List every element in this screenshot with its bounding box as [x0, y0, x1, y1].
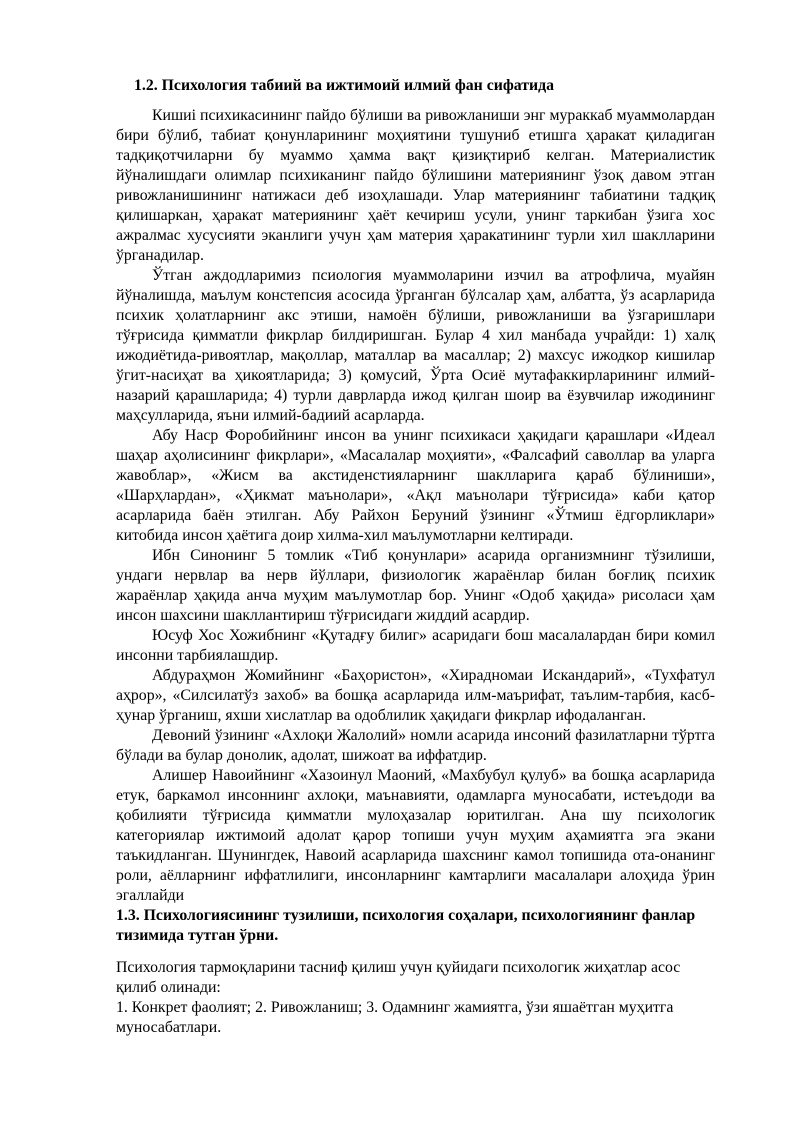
classification-intro: Психология тармоқларини тасниф қилиш учун қуйидаги психологик жиҳатлар асос қилиб олинади:	[116, 959, 681, 996]
classification-list: 1. Конкрет фаолият; 2. Ривожланиш; 3. Одамнинг жамиятга, ўзи яшаётган муҳитга муносабатлари.	[116, 999, 674, 1036]
paragraph: Абу Наср Форобийнинг инсон ва унинг психикаси ҳақидаги қарашлари «Идеал шаҳар аҳолисининг фикрлари», «Масалалар моҳияти», «Фалсафий саволлар ва уларга жавоблар», «Жисм ва акстиденстияларнинг шаклларига қараб бўлиниши», «Шарҳлардан», «Ҳикмат маънолари», «Ақл маънолари тўғрисида» каби қатор асарларида баён этилган. Абу Райхон Беруний ўзининг «Ўтмиш ёдгорликлари» китобида инсон ҳаётига доир хилма-хил маълумотларни келтиради.	[116, 427, 715, 544]
paragraph: Девоний ўзининг «Ахлоқи Жалолий» номли асарида инсоний фазилатларни тўртга бўлади ва булар донолик, адолат, шижоат ва иффатдир.	[116, 727, 715, 764]
section-1-3-heading: 1.3. Психологиясининг тузилиши, психология соҳалари, психологиянинг фанлар тизимида тутган ўрни.	[116, 907, 696, 944]
paragraph: Юсуф Хос Хожибнинг «Қутадғу билиг» асаридаги бош масалалардан бири комил инсонни тарбиялашдир.	[116, 627, 715, 664]
paragraph: Абдураҳмон Жомийнинг «Баҳористон», «Хирадномаи Искандарий», «Тухфатул аҳрор», «Силсилатўз захоб» ва бошқа асарларида илм-маърифат, таълим-тарбия, касб-ҳунар ўрганиш, яхши хислатлар ва одоблилик ҳақидаги фикрлар ифодаланган.	[116, 667, 715, 724]
paragraph: Ибн Синонинг 5 томлик «Тиб қонунлари» асарида организмнинг тўзилиши, ундаги нервлар ва нерв йўллари, физиологик жараёнлар билан боғлиқ психик жараёнлар ҳақида анча муҳим маълумотлар бор. Унинг «Одоб ҳақида» рисоласи ҳам инсон шахсини шакллантириш тўғрисидаги жиддий асардир.	[116, 547, 715, 624]
paragraph: Ўтган аждодларимиз псиология муаммоларини изчил ва атрофлича, муайян йўналишда, маълум констепсия асосида ўрганган бўлсалар ҳам, албатта, ўз асарларида психик ҳолатларнинг акс этиши, намоён бўлиши, ривожланиши ва ўзгаришлари тўғрисида қимматли фикрлар билдиришган. Булар 4 хил манбада учрайди: 1) халқ ижодиётида-ривоятлар, мақоллар, маталлар ва масаллар; 2) махсус ижодкор кишилар ўгит-насиҳат ва ҳикоятларида; 3) қомусий, Ўрта Осиё мутафаккирларининг илмий-назарий қарашларида; 4) турли даврларда ижод қилган шоир ва ёзувчилар ижодининг маҳсулларида, яъни илмий-бадиий асарларда.	[116, 267, 715, 424]
paragraph: Алишер Навоийнинг «Хазоинул Маоний, «Махбубул қулуб» ва бошқа асарларида етук, баркамол инсоннинг ахлоқи, маънавияти, одамларга муносабати, истеъдоди ва қобилияти тўғрисида қимматли мулоҳазалар юритилган. Ана шу психологик категориялар ижтимоий адолат қарор топиши учун муҳим аҳамиятга эга экани таъкидланган. Шунингдек, Навоий асарларида шахснинг камол топишида ота-онанинг роли, аёлларнинг иффатлилиги, инсонларнинг камтарлиги масалалари алоҳида ўрин эгаллайди	[116, 767, 715, 904]
paragraph: Кишиі психикасининг пайдо бўлиши ва ривожланиши энг мураккаб муаммолардан бири бўлиб, табиат қонунларининг моҳиятини тушуниб етишга ҳаракат қиладиган тадқиқотчиларни бу муаммо ҳамма вақт қизиқтириб келган. Материалистик йўналишдаги олимлар психиканинг пайдо бўлишини материянинг ўзоқ давом этган ривожланишининг натижаси деб изоҳлашади. Улар материянинг табиатини тадқиқ қилишаркан, ҳаракат материянинг ҳаёт кечириш усули, унинг таркибан ўзига хос ажралмас хусусияти эканлиги учун ҳам материя ҳаракатининг турли хил шаклларини ўрганадилар.	[116, 107, 715, 264]
section-1-2-heading: 1.2. Психология табиий ва ижтимоий илмий фан сифатида	[134, 77, 555, 94]
